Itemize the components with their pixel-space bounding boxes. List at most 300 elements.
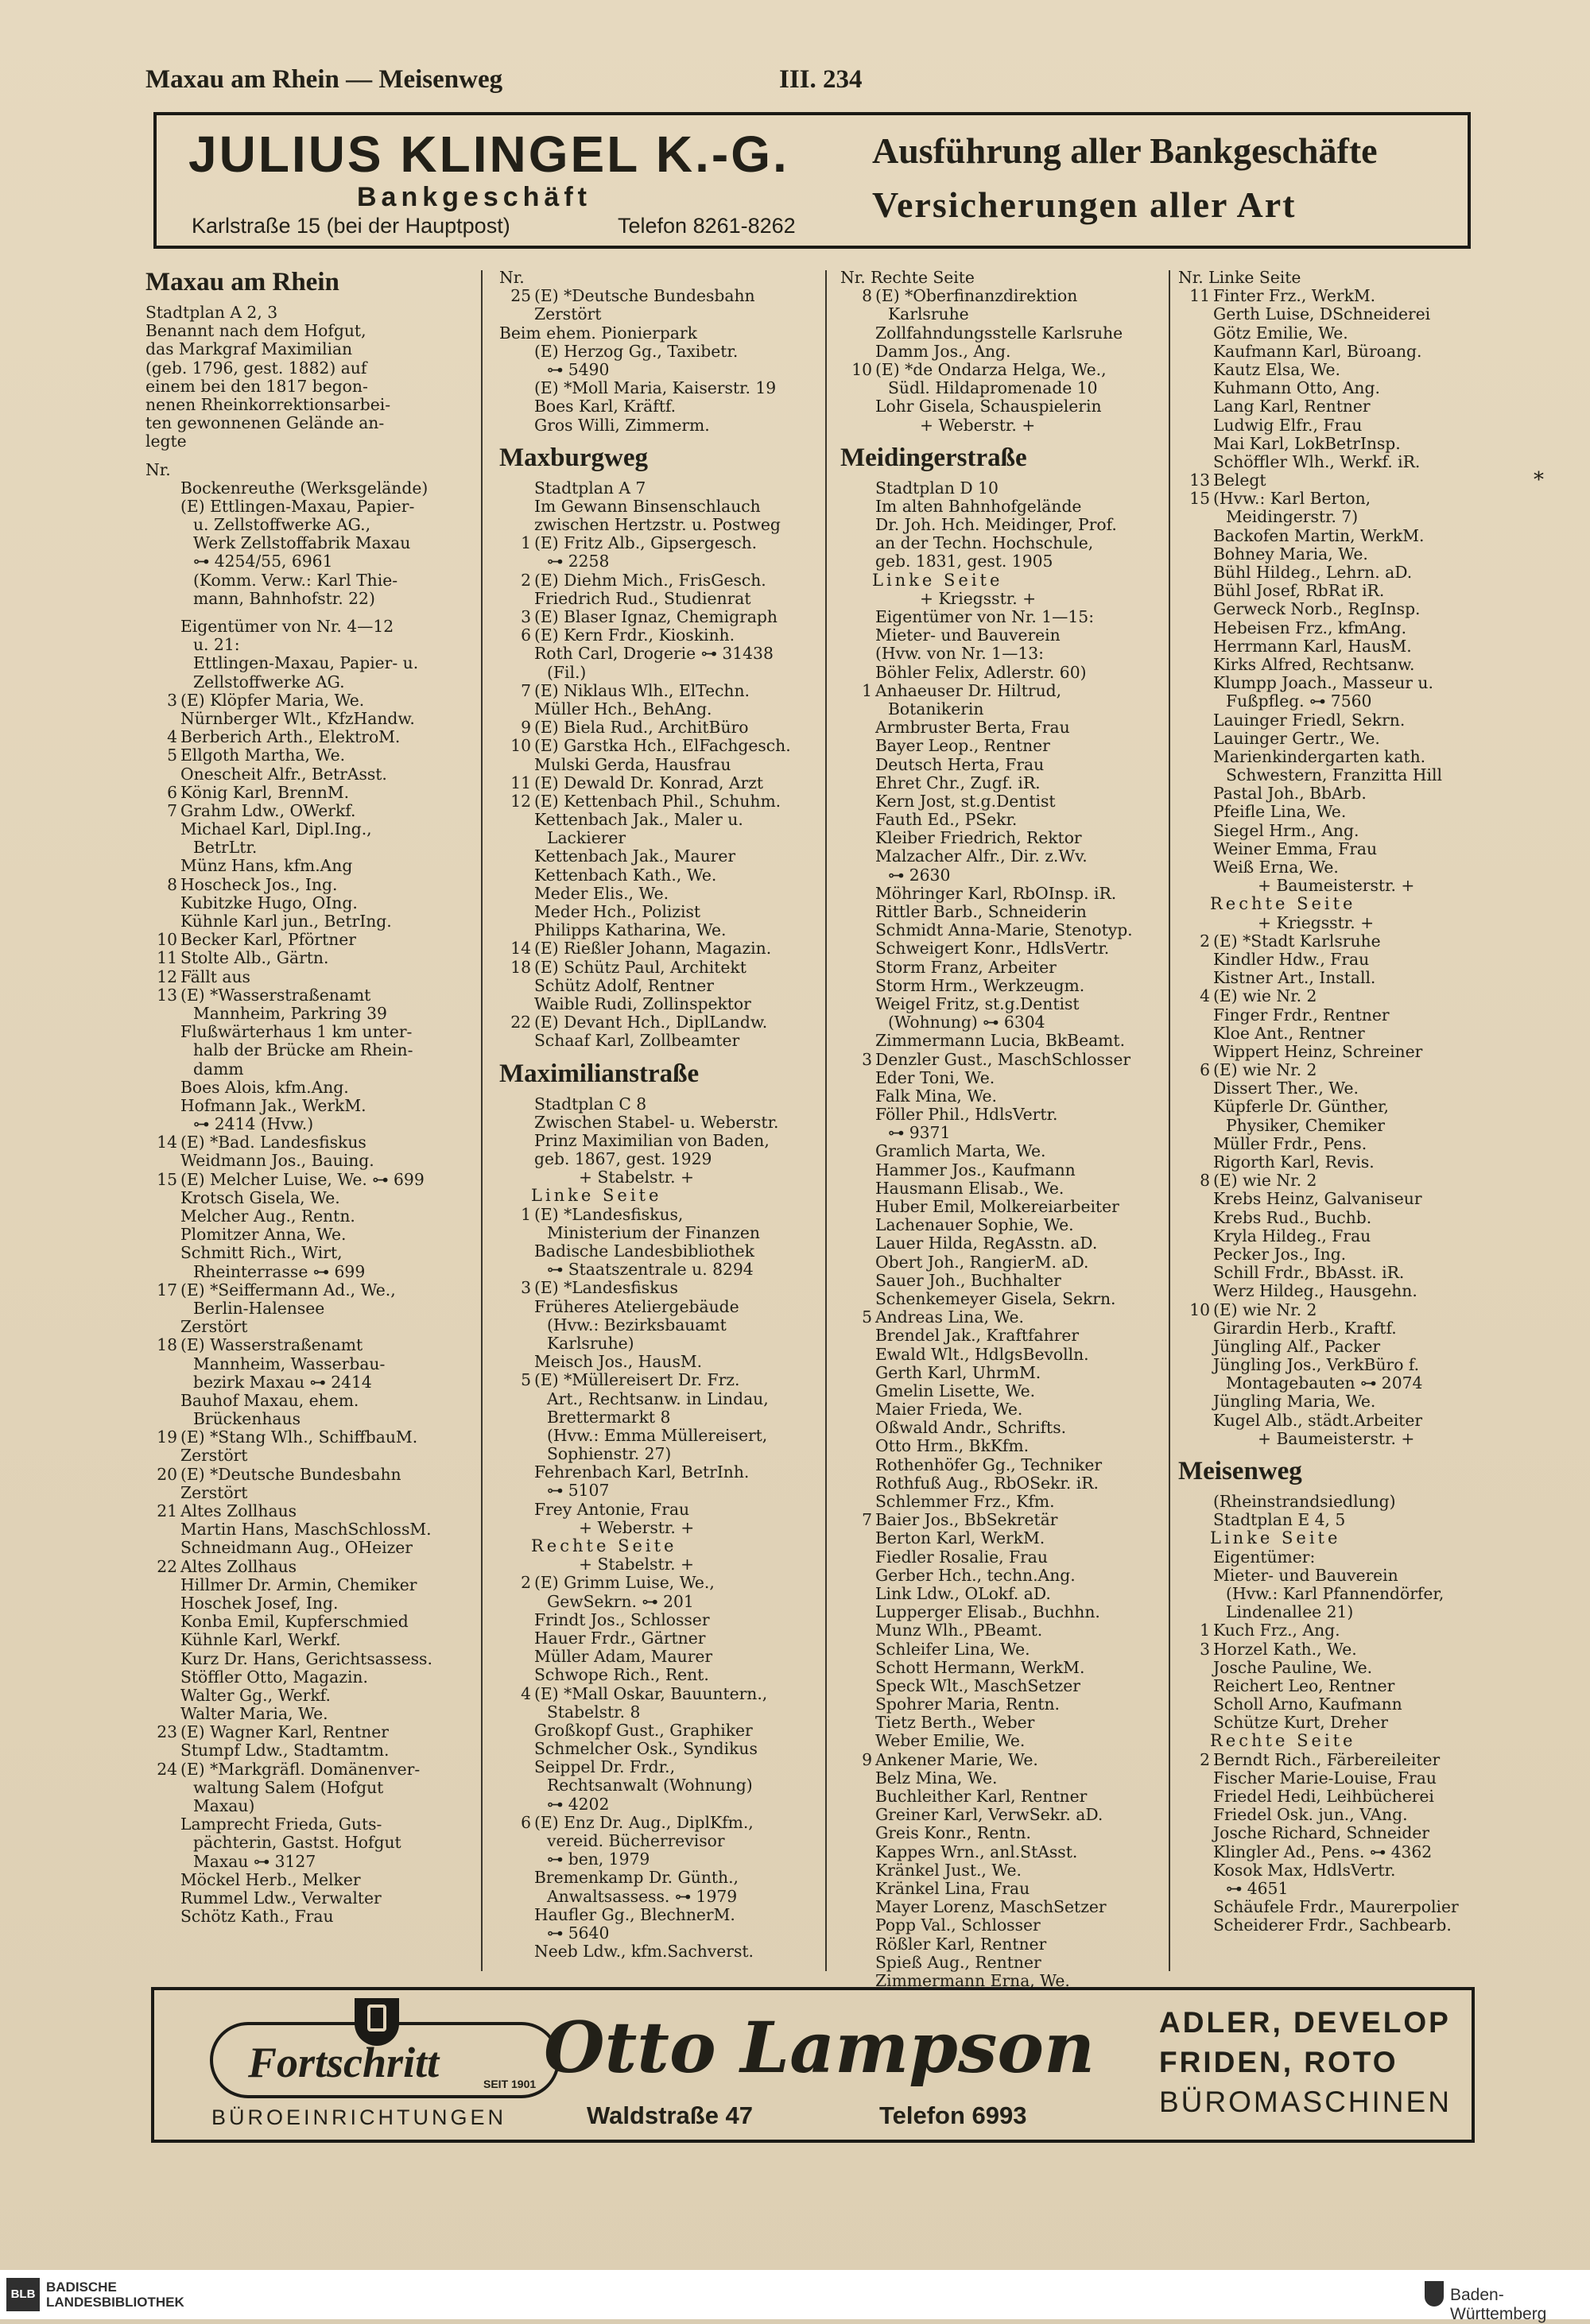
entry-text: Im alten Bahnhofgelände bbox=[875, 496, 1082, 516]
entry-continuation bbox=[499, 361, 817, 379]
resident-entry bbox=[499, 1942, 817, 1961]
resident-entry bbox=[499, 1906, 817, 1924]
resident-entry bbox=[1178, 1079, 1496, 1098]
entry-text: Lauinger Friedl, Sekrn. bbox=[1213, 710, 1406, 730]
resident-entry bbox=[1178, 1788, 1496, 1806]
spacer bbox=[499, 1051, 817, 1060]
house-entry bbox=[499, 1013, 817, 1032]
entry-text: Kautz Elsa, We. bbox=[1213, 359, 1340, 379]
house-number: 6 bbox=[1200, 1060, 1210, 1080]
resident-entry bbox=[145, 1447, 463, 1465]
house-entry bbox=[499, 1206, 817, 1224]
entry-text: Friedrich Rud., Studienrat bbox=[534, 588, 751, 608]
entry-continuation bbox=[145, 1115, 463, 1133]
entry-text: + Kriegsstr. + bbox=[1258, 912, 1375, 932]
resident-entry bbox=[499, 1032, 817, 1050]
entry-text: Gmelin Lisette, We. bbox=[875, 1381, 1036, 1400]
entry-text: Berndt Rich., Färbereileiter bbox=[1213, 1749, 1441, 1769]
resident-entry bbox=[840, 1603, 1168, 1621]
entry-text: (E) *Oberfinanzdirektion bbox=[875, 286, 1078, 306]
entry-continuation bbox=[1178, 766, 1496, 784]
entry-text: ten gewonnenen Gelände an- bbox=[145, 413, 385, 433]
office-supply-advertisement bbox=[151, 1987, 1475, 2143]
entry-continuation bbox=[1178, 508, 1496, 526]
house-entry bbox=[1178, 468, 1544, 493]
entry-text: Linke Seite bbox=[531, 1186, 662, 1206]
house-number: 14 bbox=[510, 939, 531, 959]
entry-text: Gramlich Marta, We. bbox=[875, 1141, 1046, 1161]
entry-continuation bbox=[145, 673, 463, 691]
house-entry bbox=[1178, 1640, 1496, 1659]
entry-text: Schötz Kath., Frau bbox=[180, 1907, 334, 1927]
house-number: 11 bbox=[157, 948, 177, 968]
resident-entry bbox=[840, 1161, 1168, 1179]
bw-wordmark[interactable]: Baden-Württemberg bbox=[1450, 2286, 1547, 2323]
house-number: 4 bbox=[521, 1683, 531, 1703]
logo-since: SEIT 1901 bbox=[483, 2078, 537, 2090]
entry-text: (E) Fritz Alb., Gipsergesch. bbox=[534, 533, 758, 553]
entry-text: Mieter- und Bauverein bbox=[1213, 1565, 1398, 1585]
resident-entry bbox=[840, 324, 1168, 343]
entry-text: Rittler Barb., Schneiderin bbox=[875, 902, 1087, 921]
entry-text: Karlsruhe bbox=[888, 304, 969, 324]
side-label bbox=[499, 1537, 817, 1555]
house-entry bbox=[499, 959, 817, 977]
entry-continuation bbox=[840, 866, 1168, 885]
resident-entry bbox=[499, 1463, 817, 1482]
house-entry bbox=[499, 626, 817, 645]
resident-entry bbox=[1178, 1135, 1496, 1153]
house-number: 9 bbox=[521, 718, 531, 738]
entry-text: Wippert Heinz, Schreiner bbox=[1213, 1041, 1423, 1061]
resident-entry bbox=[1178, 435, 1496, 453]
entry-text: + Kriegsstr. + bbox=[920, 588, 1037, 608]
entry-text: Hofmann Jak., WerkM. bbox=[180, 1095, 366, 1115]
entry-text: (E) wie Nr. 2 bbox=[1213, 1060, 1317, 1080]
house-number: 21 bbox=[157, 1501, 177, 1520]
resident-entry bbox=[840, 756, 1168, 774]
entry-text: Ludwig Elfr., Frau bbox=[1213, 415, 1363, 435]
blb-wordmark[interactable] bbox=[46, 2279, 184, 2310]
resident-entry bbox=[1178, 1916, 1496, 1935]
resident-entry bbox=[840, 1198, 1168, 1216]
entry-continuation bbox=[499, 664, 817, 682]
resident-entry bbox=[840, 1916, 1168, 1935]
entry-text: Im Gewann Binsenschlauch bbox=[534, 496, 761, 516]
house-number: 11 bbox=[1189, 286, 1210, 306]
resident-entry bbox=[145, 1687, 463, 1705]
entry-continuation bbox=[145, 1263, 463, 1281]
entry-text: Huber Emil, Molkereiarbeiter bbox=[875, 1197, 1119, 1216]
resident-entry bbox=[499, 645, 817, 663]
house-number: 3 bbox=[521, 1278, 531, 1298]
house-number: 7 bbox=[167, 800, 177, 820]
house-entry bbox=[1178, 490, 1496, 508]
entry-text: Meidingerstr. 7) bbox=[1226, 507, 1359, 527]
resident-entry bbox=[1178, 619, 1496, 637]
house-number: 6 bbox=[521, 626, 531, 645]
directory-column-2 bbox=[499, 269, 817, 1977]
resident-entry bbox=[145, 857, 463, 875]
entry-text: (E) Grimm Luise, We., bbox=[534, 1573, 715, 1593]
house-entry bbox=[499, 1279, 817, 1297]
entry-text: (E) Dewald Dr. Konrad, Arzt bbox=[534, 773, 764, 792]
resident-entry bbox=[145, 1226, 463, 1244]
column-divider bbox=[1169, 270, 1170, 1971]
entry-continuation bbox=[499, 1776, 817, 1795]
ad-phone: Telefon 8261-8262 bbox=[618, 214, 796, 238]
house-number: 6 bbox=[521, 1812, 531, 1832]
ad-telephone: Telefon 6993 bbox=[879, 2101, 1027, 2129]
resident-entry bbox=[1178, 748, 1496, 766]
entry-text: Walter Maria, We. bbox=[180, 1704, 328, 1724]
entry-text: Weber Emilie, We. bbox=[875, 1731, 1026, 1751]
entry-continuation bbox=[1178, 1880, 1496, 1898]
entry-text: Josche Richard, Schneider bbox=[1213, 1823, 1430, 1843]
entry-text: Kugel Alb., städt.Arbeiter bbox=[1213, 1410, 1423, 1430]
entry-text: Stolte Alb., Gärtn. bbox=[180, 948, 329, 968]
entry-text: Lauer Hilda, RegAsstn. aD. bbox=[875, 1234, 1098, 1253]
entry-text: Maxau ⊶ 3127 bbox=[193, 1851, 316, 1871]
ad-signature: Otto Lampson bbox=[544, 2006, 1096, 2089]
entry-text: (E) *Mall Oskar, Bauuntern., bbox=[534, 1683, 768, 1703]
resident-entry bbox=[840, 1400, 1168, 1419]
entry-text: Eder Toni, We. bbox=[875, 1067, 995, 1087]
entry-text: (E) wie Nr. 2 bbox=[1213, 1300, 1317, 1319]
resident-entry bbox=[840, 921, 1168, 939]
house-number: 20 bbox=[157, 1464, 177, 1484]
entry-text: Stumpf Ldw., Stadtamtm. bbox=[180, 1741, 390, 1760]
cross-street bbox=[499, 1555, 817, 1574]
entry-text: (Wohnung) ⊶ 6304 bbox=[888, 1013, 1045, 1032]
entry-text: Kaufmann Karl, Büroang. bbox=[1213, 341, 1422, 361]
house-number: 17 bbox=[157, 1280, 177, 1300]
entry-continuation bbox=[499, 1832, 817, 1850]
resident-entry bbox=[145, 1318, 463, 1336]
entry-text: Popp Val., Schlosser bbox=[875, 1915, 1041, 1935]
entry-text: geb. 1831, gest. 1905 bbox=[875, 552, 1053, 571]
side-label bbox=[499, 1187, 817, 1205]
blb-line-2: LANDESBIBLIOTHEK bbox=[46, 2295, 184, 2310]
entry-text: (E) Ettlingen-Maxau, Papier- bbox=[180, 496, 415, 516]
entry-text: Nürnberger Wlt., KfzHandw. bbox=[180, 708, 415, 728]
entry-continuation bbox=[840, 700, 1168, 719]
resident-entry bbox=[1178, 1511, 1496, 1529]
blb-logo-icon[interactable]: BLB bbox=[6, 2278, 40, 2311]
entry-text: zwischen Hertzstr. u. Postweg bbox=[534, 515, 781, 535]
entry-text: (E) *Stadt Karlsruhe bbox=[1213, 931, 1381, 951]
house-entry bbox=[145, 784, 463, 802]
entry-text: Altes Zollhaus bbox=[180, 1556, 297, 1576]
entry-text: Mannheim, Wasserbau- bbox=[193, 1354, 386, 1373]
ad-slogan-insurance: Versicherungen aller Art bbox=[872, 184, 1297, 225]
entry-text: Föller Phil., HdlsVertr. bbox=[875, 1105, 1058, 1125]
resident-entry bbox=[1178, 1806, 1496, 1824]
entry-text: Buchleither Karl, Rentner bbox=[875, 1787, 1088, 1806]
house-entry bbox=[499, 287, 817, 305]
entry-text: Möhringer Karl, RbOInsp. iR. bbox=[875, 883, 1117, 903]
entry-text: Girardin Herb., Kraftf. bbox=[1213, 1318, 1397, 1338]
entry-text: Schäufele Frdr., Maurerpolier bbox=[1213, 1897, 1459, 1917]
resident-entry bbox=[1178, 803, 1496, 821]
resident-entry bbox=[840, 534, 1168, 552]
entry-text: Krotsch Gisela, We. bbox=[180, 1187, 340, 1207]
entry-text: Lackierer bbox=[547, 828, 626, 848]
entry-text: Schweigert Konr., HdlsVertr. bbox=[875, 939, 1110, 959]
resident-entry bbox=[840, 792, 1168, 811]
resident-entry bbox=[840, 479, 1168, 498]
resident-entry bbox=[1178, 1392, 1496, 1411]
entry-text: Brettermarkt 8 bbox=[547, 1407, 671, 1427]
entry-text: (E) *Deutsche Bundesbahn bbox=[180, 1464, 401, 1484]
entry-text: Onescheit Alfr., BetrAsst. bbox=[180, 764, 387, 784]
entry-text: Andreas Lina, We. bbox=[875, 1307, 1024, 1327]
resident-entry bbox=[145, 1539, 463, 1557]
resident-entry bbox=[1178, 1356, 1496, 1374]
entry-text: einem bei den 1817 begon- bbox=[145, 376, 368, 396]
resident-entry bbox=[145, 1908, 463, 1926]
entry-text: Greiner Karl, VerwSekr. aD. bbox=[875, 1805, 1103, 1825]
resident-entry bbox=[145, 1576, 463, 1594]
entry-text: GewSekrn. ⊶ 201 bbox=[547, 1591, 694, 1611]
entry-text: Hauer Frdr., Gärtner bbox=[534, 1628, 706, 1648]
running-head bbox=[145, 65, 1497, 100]
entry-text: Benannt nach dem Hofgut, bbox=[145, 321, 366, 341]
house-number: 24 bbox=[157, 1759, 177, 1779]
entry-text: + Weberstr. + bbox=[920, 415, 1036, 435]
entry-text: Schöffler Wlh., Werkf. iR. bbox=[1213, 451, 1421, 471]
spacer bbox=[145, 451, 463, 461]
house-number: 10 bbox=[157, 930, 177, 950]
entry-text: ⊶ 2414 (Hvw.) bbox=[193, 1114, 314, 1134]
entry-text: Malzacher Alfr., Dir. z.Wv. bbox=[875, 846, 1088, 866]
resident-entry bbox=[1178, 1659, 1496, 1677]
resident-entry bbox=[1178, 1190, 1496, 1208]
side-label bbox=[1178, 1529, 1496, 1547]
entry-text: (E) Diehm Mich., FrisGesch. bbox=[534, 570, 766, 590]
entry-text: Zimmermann Erna, We. bbox=[875, 1970, 1070, 1990]
entry-text: Scheiderer Frdr., Sachbearb. bbox=[1213, 1915, 1452, 1935]
entry-continuation bbox=[499, 1427, 817, 1445]
resident-entry bbox=[499, 1611, 817, 1629]
entry-continuation bbox=[1178, 1585, 1496, 1603]
house-number: 12 bbox=[510, 791, 531, 811]
street-note bbox=[145, 304, 463, 322]
entry-continuation bbox=[499, 829, 817, 847]
running-head-title: Maxau am Rhein — Meisenweg bbox=[145, 65, 503, 94]
entry-text: Meisch Jos., HausM. bbox=[534, 1352, 703, 1372]
resident-entry bbox=[1178, 1898, 1496, 1916]
entry-text: Montagebauten ⊶ 2074 bbox=[1226, 1373, 1423, 1393]
entry-text: (E) Schütz Paul, Architekt bbox=[534, 957, 747, 977]
entry-text: Becker Karl, Pförtner bbox=[180, 930, 356, 950]
entry-continuation bbox=[1178, 1603, 1496, 1621]
resident-entry bbox=[1178, 453, 1496, 471]
house-entry bbox=[145, 986, 463, 1005]
entry-text: Kistner Art., Install. bbox=[1213, 968, 1376, 988]
entry-text: (E) Enz Dr. Aug., DiplKfm., bbox=[534, 1812, 754, 1832]
ad-slogan-banking: Ausführung aller Bankgeschäfte bbox=[872, 130, 1378, 171]
resident-entry bbox=[840, 1585, 1168, 1603]
resident-entry bbox=[1178, 1714, 1496, 1732]
entry-text: Schaaf Karl, Zollbeamter bbox=[534, 1031, 740, 1051]
entry-text: Kühnle Karl, Werkf. bbox=[180, 1630, 341, 1650]
entry-text: Frey Antonie, Frau bbox=[534, 1499, 690, 1519]
entry-text: Schwestern, Franzitta Hill bbox=[1226, 765, 1442, 785]
entry-text: Mayer Lorenz, MaschSetzer bbox=[875, 1897, 1107, 1917]
entry-text: (E) Wasserstraßenamt bbox=[180, 1335, 363, 1355]
resident-entry bbox=[840, 552, 1168, 571]
entry-text: (E) *Wasserstraßenamt bbox=[180, 985, 371, 1005]
entry-continuation bbox=[499, 1482, 817, 1500]
entry-text: Rheinterrasse ⊶ 699 bbox=[193, 1261, 366, 1281]
entry-text: Schleifer Lina, We. bbox=[875, 1639, 1030, 1659]
entry-text: (E) Garstka Hch., ElFachgesch. bbox=[534, 736, 791, 756]
entry-text: (E) Biela Rud., ArchitBüro bbox=[534, 718, 749, 738]
resident-entry bbox=[840, 1087, 1168, 1106]
entry-text: Kern Jost, st.g.Dentist bbox=[875, 791, 1056, 811]
house-number: 1 bbox=[521, 533, 531, 553]
entry-continuation bbox=[499, 552, 817, 571]
resident-entry bbox=[1178, 324, 1496, 343]
entry-text: Finter Frz., WerkM. bbox=[1213, 286, 1376, 306]
house-entry bbox=[499, 682, 817, 700]
entry-continuation bbox=[145, 636, 463, 654]
entry-text: Linke Seite bbox=[872, 570, 1003, 590]
entry-continuation bbox=[499, 1224, 817, 1242]
entry-text: (E) *de Ondarza Helga, We., bbox=[875, 359, 1107, 379]
entry-text: (Fil.) bbox=[547, 662, 587, 682]
resident-entry bbox=[499, 1740, 817, 1758]
resident-entry bbox=[145, 498, 463, 516]
resident-entry bbox=[145, 1189, 463, 1207]
resident-entry bbox=[499, 1353, 817, 1371]
resident-entry bbox=[1178, 397, 1496, 416]
entry-text: Ehret Chr., Zugf. iR. bbox=[875, 773, 1041, 792]
entry-text: Otto Hrm., BkKfm. bbox=[875, 1436, 1030, 1456]
entry-text: Karlsruhe) bbox=[547, 1333, 634, 1353]
entry-text: Storm Franz, Arbeiter bbox=[875, 957, 1057, 977]
entry-text: Nr. bbox=[499, 268, 525, 287]
house-entry bbox=[145, 968, 463, 986]
entry-continuation bbox=[145, 1410, 463, 1428]
entry-text: Kuhmann Otto, Ang. bbox=[1213, 378, 1380, 398]
house-entry bbox=[499, 571, 817, 590]
house-number: 19 bbox=[157, 1427, 177, 1447]
resident-entry bbox=[840, 1880, 1168, 1898]
entry-text: (Hvw. von Nr. 1—13: bbox=[875, 644, 1045, 664]
entry-text: (Rheinstrandsiedlung) bbox=[1213, 1492, 1396, 1511]
resident-entry bbox=[1178, 343, 1496, 361]
resident-entry bbox=[145, 1594, 463, 1613]
resident-entry bbox=[840, 1695, 1168, 1714]
resident-entry bbox=[145, 1668, 463, 1687]
entry-text: (E) Rießler Johann, Magazin. bbox=[534, 939, 772, 959]
entry-text: (E) wie Nr. 2 bbox=[1213, 986, 1317, 1006]
side-label bbox=[1178, 895, 1496, 913]
entry-text: Schütze Kurt, Dreher bbox=[1213, 1713, 1388, 1733]
house-number: 11 bbox=[510, 773, 531, 792]
entry-text: Baier Jos., BbSekretär bbox=[875, 1510, 1058, 1530]
entry-text: (E) *Landesfiskus bbox=[534, 1278, 678, 1298]
house-entry bbox=[840, 361, 1168, 379]
entry-text: Maximilianstraße bbox=[499, 1059, 700, 1088]
entry-continuation bbox=[145, 1797, 463, 1815]
resident-entry bbox=[840, 829, 1168, 847]
cross-street bbox=[840, 416, 1168, 435]
entry-text: ⊶ 5107 bbox=[547, 1481, 610, 1501]
entry-text: Kränkel Lina, Frau bbox=[875, 1878, 1030, 1898]
house-entry bbox=[840, 1051, 1168, 1069]
resident-entry bbox=[499, 1150, 817, 1168]
resident-entry bbox=[499, 977, 817, 995]
entry-text: ⊶ ben, 1979 bbox=[547, 1850, 650, 1869]
resident-entry bbox=[499, 1095, 817, 1114]
entry-text: Bayer Leop., Rentner bbox=[875, 736, 1050, 756]
resident-entry bbox=[499, 498, 817, 516]
entry-text: Schenkemeyer Gisela, Sekrn. bbox=[875, 1288, 1116, 1308]
entry-continuation bbox=[499, 1924, 817, 1942]
resident-entry bbox=[840, 397, 1168, 416]
entry-continuation bbox=[840, 379, 1168, 397]
entry-text: Fauth Ed., PSekr. bbox=[875, 810, 1018, 830]
resident-entry bbox=[145, 1705, 463, 1723]
resident-entry bbox=[1178, 545, 1496, 564]
resident-entry bbox=[1178, 784, 1496, 803]
entry-text: Schill Frdr., BbAsst. iR. bbox=[1213, 1263, 1405, 1283]
resident-entry bbox=[1178, 951, 1496, 969]
house-number: 1 bbox=[521, 1204, 531, 1224]
house-entry bbox=[1178, 1621, 1496, 1640]
resident-entry bbox=[840, 1788, 1168, 1806]
entry-text: vereid. Bücherrevisor bbox=[547, 1831, 725, 1850]
entry-text: Rothenhöfer Gg., Techniker bbox=[875, 1454, 1103, 1474]
entry-continuation bbox=[499, 1593, 817, 1611]
resident-entry bbox=[145, 1871, 463, 1889]
entry-text: Rothfuß Aug., RbOSekr. iR. bbox=[875, 1473, 1099, 1493]
resident-entry bbox=[1178, 1153, 1496, 1172]
house-entry bbox=[1178, 932, 1496, 951]
entry-text: mann, Bahnhofstr. 22) bbox=[193, 588, 375, 608]
house-entry bbox=[145, 1760, 463, 1779]
entry-text: + Weberstr. + bbox=[579, 1517, 695, 1537]
entry-text: (E) *Moll Maria, Kaiserstr. 19 bbox=[534, 378, 777, 398]
resident-entry bbox=[145, 1613, 463, 1631]
resident-entry bbox=[840, 847, 1168, 866]
resident-entry bbox=[145, 1023, 463, 1041]
entry-text: halb der Brücke am Rhein- bbox=[193, 1040, 413, 1060]
entry-text: Oßwald Andr., Schrifts. bbox=[875, 1418, 1067, 1438]
entry-text: Gerber Hch., techn.Ang. bbox=[875, 1565, 1076, 1585]
entry-text: Art., Rechtsanw. in Lindau, bbox=[547, 1389, 769, 1408]
page-number: III. 234 bbox=[779, 65, 863, 94]
resident-entry bbox=[840, 737, 1168, 755]
resident-entry bbox=[145, 1152, 463, 1170]
entry-text: Schmelcher Osk., Syndikus bbox=[534, 1739, 758, 1759]
entry-text: Spieß Aug., Rentner bbox=[875, 1952, 1041, 1972]
entry-text: (E) wie Nr. 2 bbox=[1213, 1171, 1317, 1191]
house-entry bbox=[1178, 1301, 1496, 1319]
entry-text: legte bbox=[145, 432, 187, 451]
bw-crest-icon bbox=[1425, 2281, 1444, 2307]
resident-entry bbox=[1178, 1824, 1496, 1842]
resident-entry bbox=[840, 645, 1168, 663]
entry-continuation bbox=[145, 1300, 463, 1318]
resident-entry bbox=[1178, 1493, 1496, 1511]
entry-text: Brückenhaus bbox=[193, 1409, 301, 1429]
house-number: 2 bbox=[521, 570, 531, 590]
entry-text: Kurz Dr. Hans, Gerichtsassess. bbox=[180, 1648, 432, 1668]
